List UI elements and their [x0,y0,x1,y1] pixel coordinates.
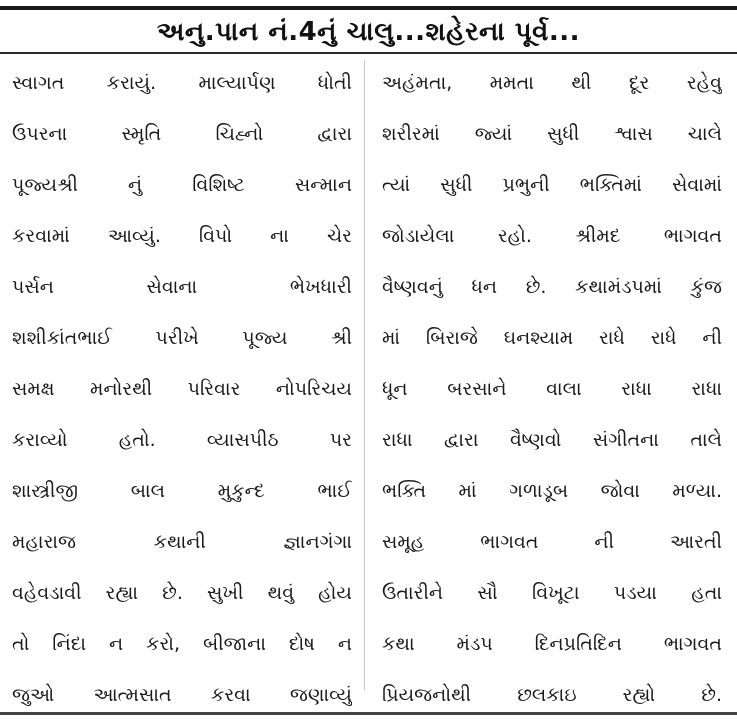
left-line-10: મહારાજ કથાની જ્ઞાનગંગા [12,531,352,553]
left-line-8: કરાવ્યો હતો. વ્યાસપીઠ પર [12,429,352,451]
bottom-rule [0,712,737,715]
headline: અનુ.પાન નં.4નું ચાલુ...શહેરના પૂર્વ... [156,17,581,47]
headline-rule [0,52,737,54]
left-line-3: પૂજ્યશ્રી નું વિશિષ્ટ સન્માન [12,174,352,196]
left-line-4: કરવામાં આવ્યું. વિપો ના ચેર [12,225,352,247]
left-line-1: સ્વાગત કરાયું. માલ્યાર્પણ ધોતી [12,72,352,94]
top-rule [0,6,737,10]
right-line-13: પ્રિયજનોથી છલકાઇ રહ્યો છે. [382,684,722,706]
left-line-7: સમક્ષ મનોરથી પરિવાર નોપરિચય [12,378,352,400]
left-column [12,58,352,721]
right-line-11: ઉતારીને સૌ વિખૂટા પડયા હતા [382,582,722,604]
right-line-4: જોડાયેલા રહો. શ્રીમદ ભાગવત [382,225,722,247]
column-divider [364,60,365,690]
left-line-12: તો નિંદા ન કરો, બીજાના દોષ ન [12,633,352,655]
left-line-13: જુઓ આત્મસાત કરવા જણાવ્યું [12,684,352,706]
left-line-2: ઉપરના સ્મૃતિ ચિહ્નો દ્વારા [12,123,352,145]
right-line-8: રાધા દ્વારા વૈષ્ણવો સંગીતના તાલે [382,429,722,451]
right-line-9: ભક્તિ માં ગળાડૂબ જોવા મળ્યા. [382,480,722,502]
left-line-11: વહેવડાવી રહ્યા છે. સુખી થવું હોય [12,582,352,604]
right-line-1: અહંમતા, મમતા થી દૂર રહેવુ [382,72,722,94]
right-line-2: શરીરમાં જ્યાં સુધી શ્વાસ ચાલે [382,123,722,145]
left-line-9: શાસ્ત્રીજી બાલ મુકુન્દ ભાઈ [12,480,352,502]
right-line-5: વૈષ્ણવનું ધન છે. કથામંડપમાં કુંજ [382,276,722,298]
left-line-6: શશીકાંતભાઈ પરીખે પૂજ્ય શ્રી [12,327,352,349]
right-column [382,58,722,721]
right-line-3: ત્યાં સુધી પ્રભુની ભક્તિમાં સેવામાં [382,174,722,196]
right-line-12: કથા મંડપ દિનપ્રતિદિન ભાગવત [382,633,722,655]
right-line-10: સમૂહ ભાગવત ની આરતી [382,531,722,553]
right-line-6: માં બિરાજે ઘનશ્યામ રાધે રાધે ની [382,327,722,349]
right-line-7: ધૂન બરસાને વાલા રાધા રાધા [382,378,722,400]
left-line-5: પર્સન સેવાના ભેખધારી [12,276,352,298]
